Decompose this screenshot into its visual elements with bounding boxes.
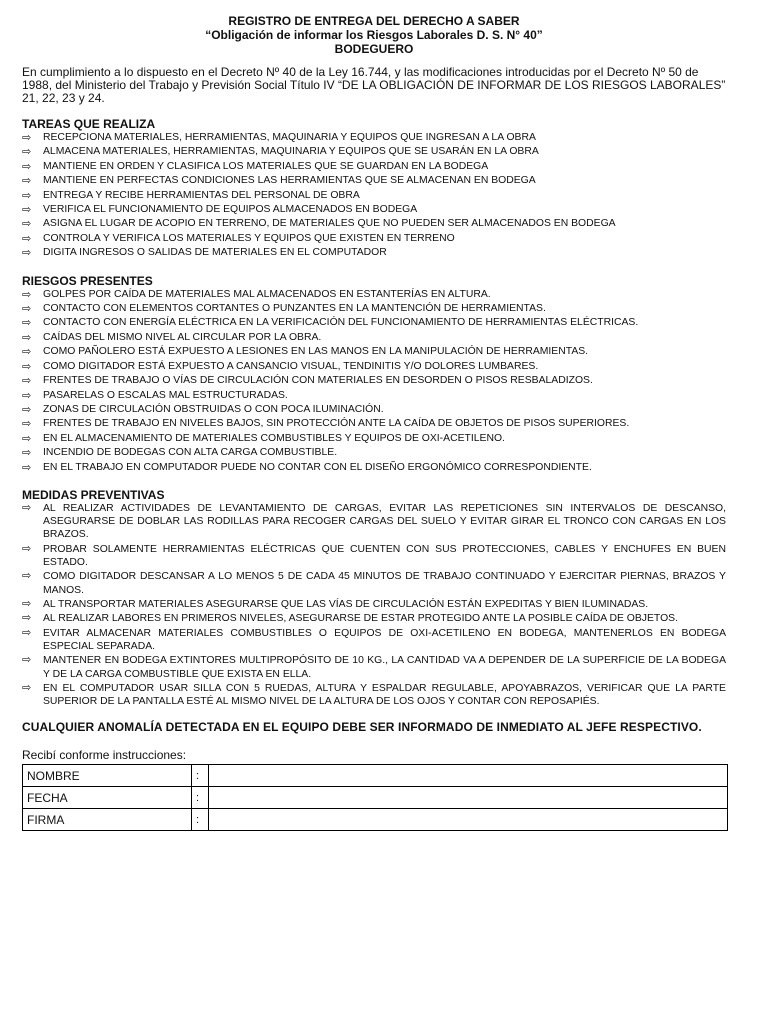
arrow-bullet-icon: ⇨	[22, 317, 32, 330]
list-item	[22, 246, 726, 260]
list-item-text: EN EL ALMACENAMIENTO DE MATERIALES COMBUSTIBLES Y EQUIPOS DE OXI-ACETILENO.	[43, 432, 505, 444]
list-item-text: PASARELAS O ESCALAS MAL ESTRUCTURADAS.	[43, 389, 288, 401]
list-item	[22, 345, 726, 359]
arrow-bullet-icon: ⇨	[22, 146, 32, 159]
tareas-list	[22, 131, 726, 261]
list-item	[22, 374, 726, 388]
arrow-bullet-icon: ⇨	[22, 654, 32, 667]
list-item-text: EN EL COMPUTADOR USAR SILLA CON 5 RUEDAS, ALTURA Y ESPALDAR REGULABLE, APOYABRAZOS, VERIFICAR QUE LA PARTE SUPERIOR DE LA PANTALLA ESTÉ AL MISMO NIVEL DE LA ALTURA DE LOS OJOS Y CONTAR CON REPOSAPIÉS.	[43, 682, 726, 708]
anomaly-notice: CUALQUIER ANOMALÍA DETECTADA EN EL EQUIPO DEBE SER INFORMADO DE INMEDIATO AL JEFE RESPECTIVO.	[22, 720, 702, 735]
arrow-bullet-icon: ⇨	[22, 403, 32, 416]
list-item	[22, 160, 726, 174]
arrow-bullet-icon: ⇨	[22, 597, 32, 610]
riesgos-list	[22, 288, 726, 475]
arrow-bullet-icon: ⇨	[22, 626, 32, 639]
document-header	[22, 14, 726, 56]
list-item-text: COMO PAÑOLERO ESTÁ EXPUESTO A LESIONES EN LAS MANOS EN LA MANIPULACIÓN DE HERRAMIENTAS.	[43, 346, 589, 358]
signature-row-colon: :	[192, 765, 209, 787]
signature-row	[23, 787, 728, 809]
list-item	[22, 174, 726, 188]
list-item	[22, 389, 726, 403]
list-item	[22, 360, 726, 374]
document-subtitle: “Obligación de informar los Riesgos Laborales D. S. N° 40”	[205, 28, 543, 42]
list-item-text: ENTREGA Y RECIBE HERRAMIENTAS DEL PERSONAL DE OBRA	[43, 189, 360, 201]
document-title: REGISTRO DE ENTREGA DEL DERECHO A SABER	[228, 14, 520, 28]
list-item-text: MANTIENE EN PERFECTAS CONDICIONES LAS HERRAMIENTAS QUE SE ALMACENAN EN BODEGA	[43, 175, 536, 187]
list-item-text: CONTACTO CON ENERGÍA ELÉCTRICA EN LA VERIFICACIÓN DEL FUNCIONAMIENTO DE HERRAMIENTAS ELÉCTRICAS.	[43, 317, 639, 329]
signature-row-label: NOMBRE	[23, 765, 192, 787]
arrow-bullet-icon: ⇨	[22, 389, 32, 402]
list-item-text: DIGITA INGRESOS O SALIDAS DE MATERIALES EN EL COMPUTADOR	[43, 247, 387, 259]
arrow-bullet-icon: ⇨	[22, 418, 32, 431]
arrow-bullet-icon: ⇨	[22, 461, 32, 474]
list-item-text: ZONAS DE CIRCULACIÓN OBSTRUIDAS O CON POCA ILUMINACIÓN.	[43, 403, 384, 415]
list-item-text: PROBAR SOLAMENTE HERRAMIENTAS ELÉCTRICAS QUE CUENTEN CON SUS PROTECCIONES, CABLES Y ENCHUFES EN BUEN ESTADO.	[43, 543, 726, 568]
list-item	[22, 682, 726, 708]
arrow-bullet-icon: ⇨	[22, 132, 32, 144]
signature-row-colon: :	[192, 809, 209, 831]
list-item	[22, 461, 726, 475]
list-item-text: AL REALIZAR ACTIVIDADES DE LEVANTAMIENTO DE CARGAS, EVITAR LAS REPETICIONES SIN INTERVALOS DE DESCANSO, ASEGURARSE DE DOBLAR LAS RODILLAS PARA RECOGER CARGAS DEL SUELO Y EVITAR GIRAR EL TRONCO CON CARGAS EN LOS BRAZOS.	[43, 502, 726, 541]
medidas-section-title: MEDIDAS PREVENTIVAS	[22, 487, 165, 502]
list-item	[22, 570, 726, 596]
list-item-text: ASIGNA EL LUGAR DE ACOPIO EN TERRENO, DE MATERIALES QUE NO PUEDEN SER ALMACENADOS EN BODEGA	[43, 218, 616, 230]
list-item	[22, 217, 726, 231]
list-item-text: CAÍDAS DEL MISMO NIVEL AL CIRCULAR POR LA OBRA.	[43, 331, 322, 343]
list-item	[22, 417, 726, 431]
list-item	[22, 432, 726, 446]
signature-row-label: FIRMA	[23, 809, 192, 831]
list-item-text: CONTACTO CON ELEMENTOS CORTANTES O PUNZANTES EN LA MANTENCIÓN DE HERRAMIENTAS.	[43, 303, 546, 315]
arrow-bullet-icon: ⇨	[22, 612, 32, 625]
list-item-text: AL REALIZAR LABORES EN PRIMEROS NIVELES, ASEGURARSE DE ESTAR PROTEGIDO ANTE LA POSIBLE CAÍDA DE OBJETOS.	[43, 613, 678, 625]
list-item-text: CONTROLA Y VERIFICA LOS MATERIALES Y EQUIPOS QUE EXISTEN EN TERRENO	[43, 232, 455, 244]
arrow-bullet-icon: ⇨	[22, 247, 32, 260]
arrow-bullet-icon: ⇨	[22, 542, 32, 555]
arrow-bullet-icon: ⇨	[22, 570, 32, 583]
signature-row-field[interactable]	[209, 787, 728, 809]
list-item	[22, 403, 726, 417]
signature-row	[23, 765, 728, 787]
list-item-text: COMO DIGITADOR ESTÁ EXPUESTO A CANSANCIO VISUAL, TENDINITIS Y/O DOLORES LUMBARES.	[43, 360, 539, 372]
riesgos-section-title: RIESGOS PRESENTES	[22, 273, 153, 288]
document-page	[22, 14, 726, 831]
signature-row-label: FECHA	[23, 787, 192, 809]
arrow-bullet-icon: ⇨	[22, 232, 32, 245]
signature-row	[23, 809, 728, 831]
intro-paragraph: En cumplimiento a lo dispuesto en el Decreto Nº 40 de la Ley 16.744, y las modificaciones introducidas por el Decreto Nº 50 de 1988, del Ministerio del Trabajo y Previsión Social Título IV “DE LA OBLIGACIÓN DE INFORMAR DE LOS RIESGOS LABORALES” 21, 22, 23 y 24.	[22, 65, 726, 105]
list-item-text: GOLPES POR CAÍDA DE MATERIALES MAL ALMACENADOS EN ESTANTERÍAS EN ALTURA.	[43, 288, 491, 300]
list-item	[22, 446, 726, 460]
list-item	[22, 502, 726, 542]
arrow-bullet-icon: ⇨	[22, 432, 32, 445]
list-item	[22, 145, 726, 159]
list-item-text: INCENDIO DE BODEGAS CON ALTA CARGA COMBUSTIBLE.	[43, 447, 338, 459]
arrow-bullet-icon: ⇨	[22, 204, 32, 217]
list-item	[22, 331, 726, 345]
arrow-bullet-icon: ⇨	[22, 331, 32, 344]
list-item	[22, 543, 726, 569]
list-item	[22, 612, 726, 625]
list-item	[22, 598, 726, 611]
arrow-bullet-icon: ⇨	[22, 160, 32, 173]
tareas-section-title: TAREAS QUE REALIZA	[22, 117, 156, 131]
list-item	[22, 288, 726, 302]
arrow-bullet-icon: ⇨	[22, 346, 32, 359]
list-item-text: MANTENER EN BODEGA EXTINTORES MULTIPROPÓSITO DE 10 KG., LA CANTIDAD VA A DEPENDER DE LA SUPERFICIE DE LA BODEGA Y DE LA CARGA COMBUSTIBLE QUE EXISTA EN ELLA.	[43, 655, 726, 680]
list-item	[22, 654, 726, 680]
arrow-bullet-icon: ⇨	[22, 218, 32, 231]
list-item-text: AL TRANSPORTAR MATERIALES ASEGURARSE QUE LAS VÍAS DE CIRCULACIÓN ESTÁN EXPEDITAS Y BIEN ILUMINADAS.	[43, 598, 649, 610]
arrow-bullet-icon: ⇨	[22, 447, 32, 460]
list-item	[22, 232, 726, 246]
list-item-text: EN EL TRABAJO EN COMPUTADOR PUEDE NO CONTAR CON EL DISEÑO ERGONÓMICO CORRESPONDIENTE.	[43, 461, 592, 473]
arrow-bullet-icon: ⇨	[22, 375, 32, 388]
signature-row-field[interactable]	[209, 765, 728, 787]
arrow-bullet-icon: ⇨	[22, 288, 32, 301]
signature-row-field[interactable]	[209, 809, 728, 831]
list-item	[22, 189, 726, 203]
signature-table	[22, 764, 728, 831]
arrow-bullet-icon: ⇨	[22, 189, 32, 202]
list-item-text: MANTIENE EN ORDEN Y CLASIFICA LOS MATERIALES QUE SE GUARDAN EN LA BODEGA	[43, 160, 489, 172]
list-item-text: EVITAR ALMACENAR MATERIALES COMBUSTIBLES O EQUIPOS DE OXI-ACETILENO EN BODEGA, MANTENERLOS EN BODEGA ESPECIAL SEPARADA.	[43, 627, 726, 652]
list-item	[22, 316, 726, 330]
list-item	[22, 131, 726, 145]
arrow-bullet-icon: ⇨	[22, 501, 32, 514]
arrow-bullet-icon: ⇨	[22, 175, 32, 188]
arrow-bullet-icon: ⇨	[22, 360, 32, 373]
arrow-bullet-icon: ⇨	[22, 681, 32, 694]
medidas-list	[22, 502, 726, 708]
received-label: Recibí conforme instrucciones:	[22, 748, 187, 763]
job-title: BODEGUERO	[334, 42, 414, 56]
list-item-text: VERIFICA EL FUNCIONAMIENTO DE EQUIPOS ALMACENADOS EN BODEGA	[43, 204, 418, 216]
list-item	[22, 302, 726, 316]
list-item	[22, 627, 726, 653]
arrow-bullet-icon: ⇨	[22, 303, 32, 316]
list-item-text: COMO DIGITADOR DESCANSAR A LO MENOS 5 DE CADA 45 MINUTOS DE TRABAJO CONTINUADO Y EJERCITAR PIERNAS, BRAZOS Y MANOS.	[43, 571, 726, 596]
list-item-text: RECEPCIONA MATERIALES, HERRAMIENTAS, MAQUINARIA Y EQUIPOS QUE INGRESAN A LA OBRA	[43, 132, 536, 143]
list-item-text: FRENTES DE TRABAJO O VÍAS DE CIRCULACIÓN CON MATERIALES EN DESORDEN O PISOS RESBALADIZOS.	[43, 375, 593, 387]
list-item	[22, 203, 726, 217]
signature-row-colon: :	[192, 787, 209, 809]
list-item-text: FRENTES DE TRABAJO EN NIVELES BAJOS, SIN PROTECCIÓN ANTE LA CAÍDA DE OBJETOS DE PISOS SUPERIORES.	[43, 418, 630, 430]
list-item-text: ALMACENA MATERIALES, HERRAMIENTAS, MAQUINARIA Y EQUIPOS QUE SE USARÁN EN LA OBRA	[43, 146, 539, 158]
